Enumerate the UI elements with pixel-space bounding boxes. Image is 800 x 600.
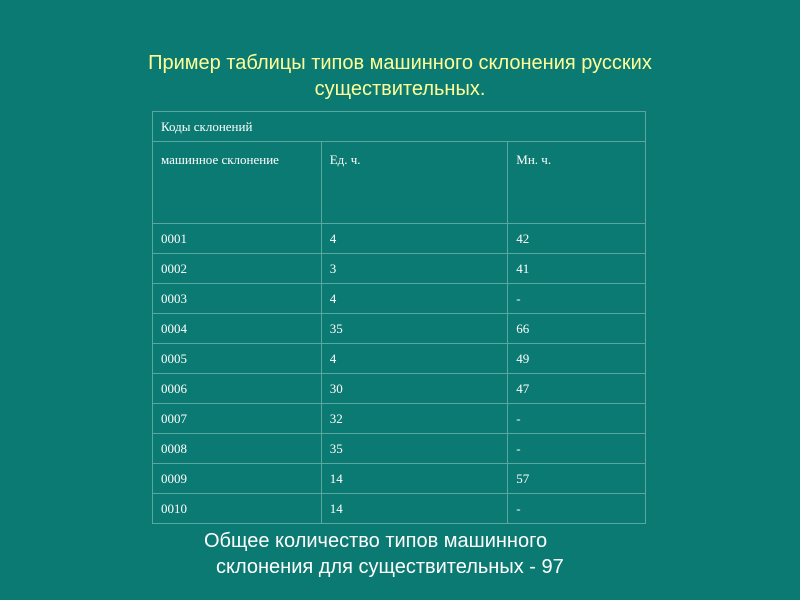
column-header: машинное склонение — [153, 142, 322, 224]
table-cell: 49 — [508, 344, 646, 374]
table-cell: 4 — [321, 284, 508, 314]
summary-line-1: Общее количество типов машинного — [204, 530, 548, 552]
table-row — [153, 434, 646, 464]
table-cell: 47 — [508, 374, 646, 404]
table-row — [153, 464, 646, 494]
table-column-header-row — [153, 142, 646, 224]
table-cell: 32 — [321, 404, 508, 434]
table-cell: 0009 — [153, 464, 322, 494]
table-cell: 0004 — [153, 314, 322, 344]
table-group-header-row — [153, 112, 646, 142]
table-cell: 35 — [321, 434, 508, 464]
table-cell: 0006 — [153, 374, 322, 404]
table-cell: 41 — [508, 254, 646, 284]
table-row — [153, 314, 646, 344]
group-header-cell: Коды склонений — [153, 112, 646, 142]
table-cell: 0005 — [153, 344, 322, 374]
table-cell: 4 — [321, 344, 508, 374]
table-cell: - — [508, 284, 646, 314]
table-cell: 66 — [508, 314, 646, 344]
table-row — [153, 404, 646, 434]
table-cell: 57 — [508, 464, 646, 494]
table-cell: - — [508, 434, 646, 464]
table-row — [153, 224, 646, 254]
table-cell: 0001 — [153, 224, 322, 254]
table-cell: 30 — [321, 374, 508, 404]
slide-title: Пример таблицы типов машинного склонения русских существительных. — [148, 52, 652, 100]
column-header: Ед. ч. — [321, 142, 508, 224]
table-cell: 14 — [321, 464, 508, 494]
summary-line-2: склонения для существительных - 97 — [216, 556, 564, 578]
table-row — [153, 494, 646, 524]
table-cell: 4 — [321, 224, 508, 254]
table-cell: 0008 — [153, 434, 322, 464]
table-row — [153, 284, 646, 314]
table-cell: - — [508, 494, 646, 524]
table-cell: 3 — [321, 254, 508, 284]
table-cell: 0007 — [153, 404, 322, 434]
table-cell: 14 — [321, 494, 508, 524]
table-cell: 0003 — [153, 284, 322, 314]
column-header: Мн. ч. — [508, 142, 646, 224]
table-cell: - — [508, 404, 646, 434]
table-row — [153, 374, 646, 404]
summary-text — [204, 528, 624, 580]
table-cell: 42 — [508, 224, 646, 254]
table-row — [153, 254, 646, 284]
declension-table — [152, 111, 646, 524]
table-cell: 0010 — [153, 494, 322, 524]
table-row — [153, 344, 646, 374]
table-cell: 35 — [321, 314, 508, 344]
table-cell: 0002 — [153, 254, 322, 284]
